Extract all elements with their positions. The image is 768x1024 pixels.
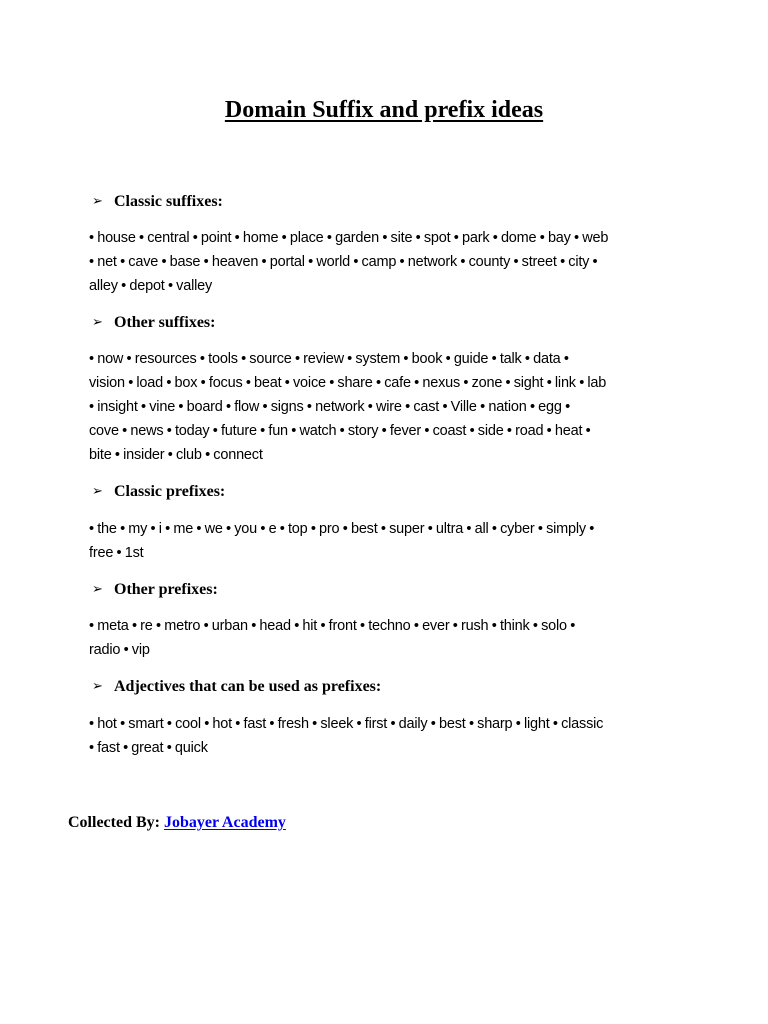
section-heading-text: Other suffixes: xyxy=(114,314,216,331)
body-line: alley • depot • valley xyxy=(89,278,213,294)
arrow-bullet-icon: ➢ xyxy=(92,194,103,209)
section-heading-adjectives xyxy=(92,677,381,697)
body-line: • net • cave • base • heaven • portal • world • camp • network • county • street • city • xyxy=(89,254,598,270)
body-line: • meta • re • metro • urban • head • hit • front • techno • ever • rush • think • solo • xyxy=(89,618,576,634)
body-line: cove • news • today • future • fun • watch • story • fever • coast • side • road • heat • xyxy=(89,423,591,439)
section-heading-text: Classic suffixes: xyxy=(114,193,223,210)
section-body-other-suffixes xyxy=(89,347,714,467)
section-heading-text: Classic prefixes: xyxy=(114,483,226,500)
body-line: • fast • great • quick xyxy=(89,740,208,756)
body-line: bite • insider • club • connect xyxy=(89,447,263,463)
body-line: • the • my • i • me • we • you • e • top • pro • best • super • ultra • all • cyber • simply • xyxy=(89,521,595,537)
section-heading-text: Adjectives that can be used as prefixes: xyxy=(114,678,382,695)
arrow-bullet-icon: ➢ xyxy=(92,582,103,597)
section-body-adjectives xyxy=(89,712,714,760)
section-heading-classic-prefixes xyxy=(92,482,225,502)
section-heading-other-suffixes xyxy=(92,313,215,333)
body-line: • hot • smart • cool • hot • fast • fresh • sleek • first • daily • best • sharp • light • classic xyxy=(89,716,604,732)
body-line: free • 1st xyxy=(89,545,144,561)
collected-by-label: Collected By: xyxy=(68,814,160,831)
section-body-other-prefixes xyxy=(89,614,714,662)
section-heading-other-prefixes xyxy=(92,580,218,600)
collected-by-footer xyxy=(68,812,286,834)
jobayer-academy-link[interactable]: Jobayer Academy xyxy=(163,814,286,831)
body-line: • house • central • point • home • place • garden • site • spot • park • dome • bay • web xyxy=(89,230,609,246)
arrow-bullet-icon: ➢ xyxy=(92,679,103,694)
body-line: radio • vip xyxy=(89,642,150,658)
body-line: • insight • vine • board • flow • signs • network • wire • cast • Ville • nation • egg • xyxy=(89,399,570,415)
body-line: vision • load • box • focus • beat • voice • share • cafe • nexus • zone • sight • link • lab xyxy=(89,375,607,391)
document-title: Domain Suffix and prefix ideas xyxy=(224,97,544,123)
section-heading-classic-suffixes xyxy=(92,192,223,212)
section-heading-text: Other prefixes: xyxy=(114,581,218,598)
arrow-bullet-icon: ➢ xyxy=(92,315,103,330)
section-body-classic-suffixes xyxy=(89,226,714,298)
section-body-classic-prefixes xyxy=(89,517,714,565)
body-line: • now • resources • tools • source • review • system • book • guide • talk • data • xyxy=(89,351,569,367)
arrow-bullet-icon: ➢ xyxy=(92,484,103,499)
